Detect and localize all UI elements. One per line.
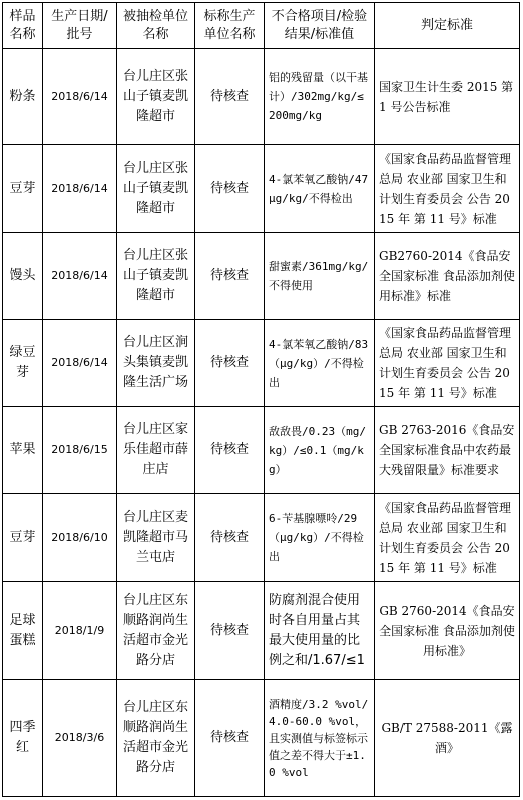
cell-standard: 《国家食品药品监督管理总局 农业部 国家卫生和计划生育委员会 公告 2015 年 第 11 号》标准	[375, 494, 520, 582]
cell-date: 2018/6/14	[43, 145, 117, 233]
header-row	[3, 3, 520, 49]
cell-date: 2018/6/14	[43, 233, 117, 320]
cell-unit: 台儿庄区东顺路润尚生活超市金光路分店	[117, 582, 195, 680]
table-row	[3, 49, 520, 145]
cell-unit: 台儿庄区张山子镇麦凯隆超市	[117, 145, 195, 233]
inspection-table	[2, 2, 520, 797]
header-standard: 判定标准	[375, 3, 520, 49]
cell-date: 2018/6/14	[43, 320, 117, 407]
cell-sample: 苹果	[3, 407, 43, 494]
cell-standard: GB2760-2014《食品安全国家标准 食品添加剂使用标准》标准	[375, 233, 520, 320]
cell-standard: GB/T 27588-2011《露酒》	[375, 680, 520, 797]
header-result: 不合格项目/检验结果/标准值	[265, 3, 375, 49]
cell-result: 4-氯苯氧乙酸钠/83（μg/kg）/不得检出	[265, 320, 375, 407]
cell-sample: 馒头	[3, 233, 43, 320]
cell-result: 防腐剂混合使用时各自用量占其最大使用量的比例之和/1.67/≤1	[265, 582, 375, 680]
cell-producer: 待核查	[195, 582, 265, 680]
cell-producer: 待核查	[195, 320, 265, 407]
header-producer: 标称生产单位名称	[195, 3, 265, 49]
cell-standard: GB 2760-2014《食品安全国家标准 食品添加剂使用标准》	[375, 582, 520, 680]
cell-date: 2018/3/6	[43, 680, 117, 797]
cell-unit: 台儿庄区东顺路润尚生活超市金光路分店	[117, 680, 195, 797]
table-row	[3, 582, 520, 680]
cell-result: 甜蜜素/361mg/kg/不得使用	[265, 233, 375, 320]
cell-producer: 待核查	[195, 145, 265, 233]
cell-date: 2018/6/14	[43, 49, 117, 145]
table-row	[3, 680, 520, 797]
cell-producer: 待核查	[195, 407, 265, 494]
cell-result: 6-苄基腺嘌呤/29（μg/kg）/不得检出	[265, 494, 375, 582]
cell-producer: 待核查	[195, 49, 265, 145]
cell-date: 2018/6/10	[43, 494, 117, 582]
cell-date: 2018/6/15	[43, 407, 117, 494]
cell-result: 4-氯苯氧乙酸钠/47μg/kg/不得检出	[265, 145, 375, 233]
cell-result: 酒精度/3.2 %vol/4.0-60.0 %vol，且实测值与标签标示值之差不得大于±1.0 %vol	[265, 680, 375, 797]
cell-producer: 待核查	[195, 233, 265, 320]
header-production-date: 生产日期/批号	[43, 3, 117, 49]
cell-standard: GB 2763-2016《食品安全国家标准食品中农药最大残留限量》标准要求	[375, 407, 520, 494]
cell-sample: 粉条	[3, 49, 43, 145]
cell-producer: 待核查	[195, 680, 265, 797]
table-row	[3, 407, 520, 494]
cell-sample: 豆芽	[3, 145, 43, 233]
header-sample-name: 样品名称	[3, 3, 43, 49]
cell-result: 敌敌畏/0.23（mg/kg）/≤0.1（mg/kg）	[265, 407, 375, 494]
cell-standard: 《国家食品药品监督管理总局 农业部 国家卫生和计划生育委员会 公告 2015 年 第 11 号》标准	[375, 145, 520, 233]
cell-producer: 待核查	[195, 494, 265, 582]
header-inspected-unit: 被抽检单位名称	[117, 3, 195, 49]
cell-unit: 台儿庄区家乐佳超市薛庄店	[117, 407, 195, 494]
table-row	[3, 233, 520, 320]
cell-date: 2018/1/9	[43, 582, 117, 680]
cell-standard: 国家卫生计生委 2015 第 1 号公告标准	[375, 49, 520, 145]
cell-unit: 台儿庄区张山子镇麦凯隆超市	[117, 233, 195, 320]
table-row	[3, 145, 520, 233]
cell-unit: 台儿庄区麦凯隆超市马兰屯店	[117, 494, 195, 582]
cell-sample: 绿豆芽	[3, 320, 43, 407]
cell-unit: 台儿庄区张山子镇麦凯隆超市	[117, 49, 195, 145]
cell-standard: 《国家食品药品监督管理总局 农业部 国家卫生和计划生育委员会 公告 2015 年 第 11 号》标准	[375, 320, 520, 407]
table-row	[3, 320, 520, 407]
cell-sample: 豆芽	[3, 494, 43, 582]
cell-result: 铝的残留量（以干基计）/302mg/kg/≤200mg/kg	[265, 49, 375, 145]
cell-unit: 台儿庄区涧头集镇麦凯隆生活广场	[117, 320, 195, 407]
table-row	[3, 494, 520, 582]
cell-sample: 足球蛋糕	[3, 582, 43, 680]
cell-sample: 四季红	[3, 680, 43, 797]
